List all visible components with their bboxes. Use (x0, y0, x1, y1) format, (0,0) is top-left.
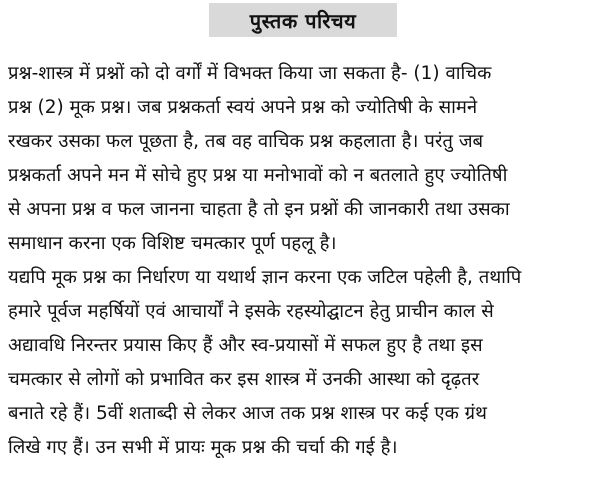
text-line: हमारे पूर्वज महर्षियों एवं आचार्यों ने इसके रहस्योद्घाटन हेतु प्राचीन काल से (8, 301, 494, 322)
heading-box (209, 3, 397, 37)
heading-band (0, 0, 600, 44)
text-line: यद्यपि मूक प्रश्न का निर्धारण या यथार्थ ज्ञान करना एक जटिल पहेली है, तथापि (8, 267, 522, 288)
text-line: प्रश्न (2) मूक प्रश्न। जब प्रश्नकर्ता स्वयं अपने प्रश्न को ज्योतिषी के सामने (8, 97, 478, 118)
page-title: पुस्तक परिचय (249, 8, 357, 33)
text-line: चमत्कार से लोगों को प्रभावित कर इस शास्त्र में उनकी आस्था को दृढ़तर (8, 369, 480, 390)
text-line: प्रश्न-शास्त्र में प्रश्नों को दो वर्गों में विभक्त किया जा सकता है- (1) वाचिक (8, 63, 492, 84)
text-line: बनाते रहे हैं। 5वीं शताब्दी से लेकर आज तक प्रश्न शास्त्र पर कई एक ग्रंथ (8, 403, 487, 424)
text-line: समाधान करना एक विशिष्ट चमत्कार पूर्ण पहलू है। (8, 233, 337, 254)
text-line: रखकर उसका फल पूछता है, तब वह वाचिक प्रश्न कहलाता है। परंतु जब (8, 131, 484, 152)
text-line: प्रश्नकर्ता अपने मन में सोचे हुए प्रश्न या मनोभावों को न बतलाते हुए ज्योतिषी (8, 165, 508, 186)
text-line: से अपना प्रश्न व फल जानना चाहता है तो इन प्रश्नों की जानकारी तथा उसका (8, 199, 510, 220)
text-line: लिखे गए हैं। उन सभी में प्रायः मूक प्रश्न की चर्चा की गई है। (8, 437, 398, 458)
text-line: अद्यावधि निरन्तर प्रयास किए हैं और स्व-प्रयासों में सफल हुए है तथा इस (8, 335, 483, 356)
